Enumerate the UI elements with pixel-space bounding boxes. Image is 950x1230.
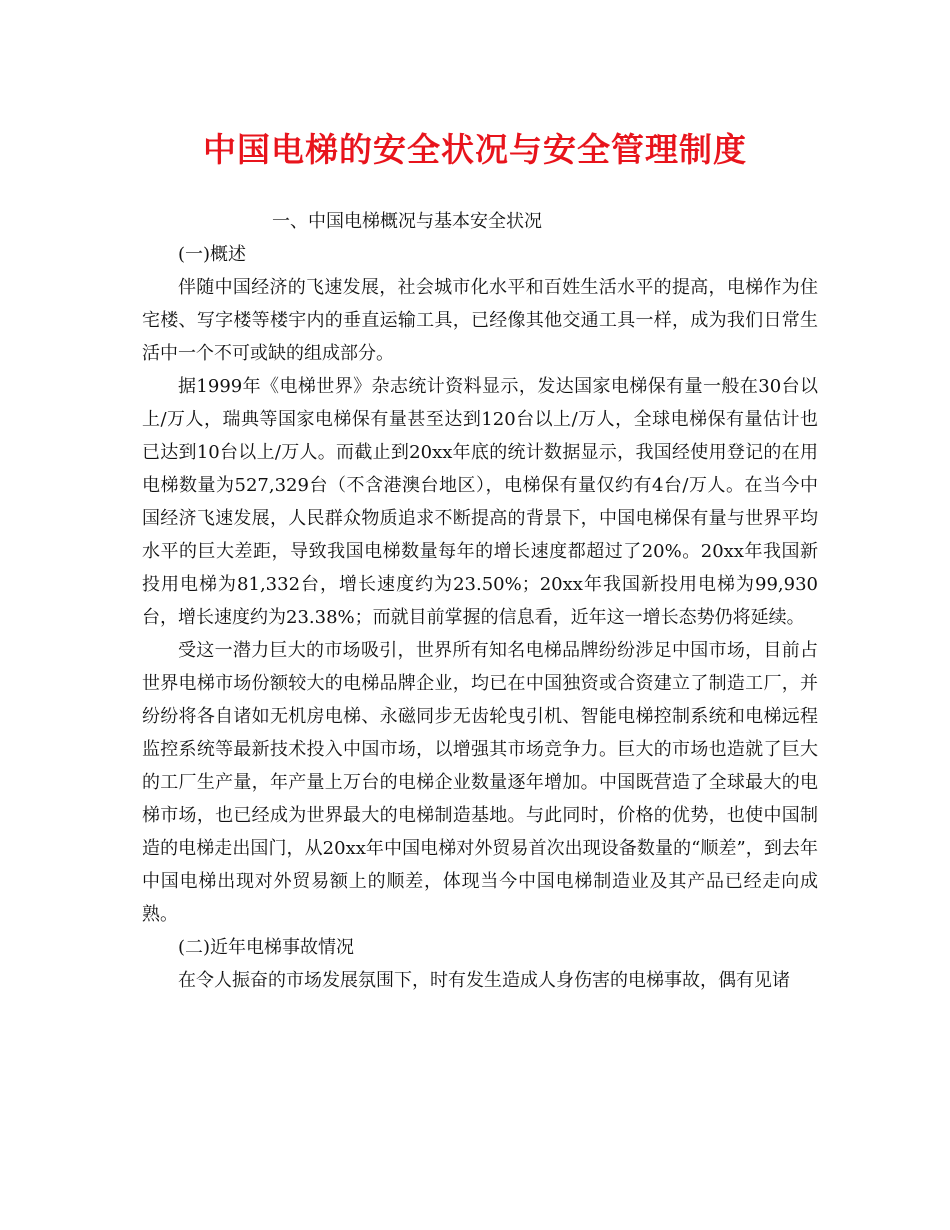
paragraph: 据1999年《电梯世界》杂志统计资料显示，发达国家电梯保有量一般在30台以上/万人，瑞典等国家电梯保有量甚至达到120台以上/万人，全球电梯保有量估计也已达到10台以上/万人。而截止到20xx年底的统计数据显示，我国经使用登记的在用电梯数量为527,329台（不含港澳台地区），电梯保有量仅约有4台/万人。在当今中国经济飞速发展，人民群众物质追求不断提高的背景下，中国电梯保有量与世界平均水平的巨大差距，导致我国电梯数量每年的增长速度都超过了20%。20xx年我国新投用电梯为81,332台，增长速度约为23.50%；20xx年我国新投用电梯为99,930台，增长速度约为23.38%；而就目前掌握的信息看，近年这一增长态势仍将延续。 <box>142 376 818 628</box>
paragraph: 受这一潜力巨大的市场吸引，世界所有知名电梯品牌纷纷涉足中国市场，目前占世界电梯市场份额较大的电梯品牌企业，均已在中国独资或合资建立了制造工厂，并纷纷将各自诸如无机房电梯、永磁同步无齿轮曳引机、智能电梯控制系统和电梯远程监控系统等最新技术投入中国市场，以增强其市场竞争力。巨大的市场也造就了巨大的工厂生产量，年产量上万台的电梯企业数量逐年增加。中国既营造了全球最大的电梯市场，也已经成为世界最大的电梯制造基地。与此同时，价格的优势，也使中国制造的电梯走出国门，从20xx年中国电梯对外贸易首次出现设备数量的“顺差”，到去年中国电梯出现对外贸易额上的顺差，体现当今中国电梯制造业及其产品已经走向成熟。 <box>142 640 818 925</box>
subsection-heading-overview: (一)概述 <box>178 244 247 265</box>
document-body <box>142 205 818 997</box>
paragraph: 在令人振奋的市场发展氛围下，时有发生造成人身伤害的电梯事故，偶有见诸 <box>178 970 790 991</box>
document-title: 中国电梯的安全状况与安全管理制度 <box>203 130 747 169</box>
section-heading: 一、中国电梯概况与基本安全状况 <box>272 211 542 232</box>
paragraph: 伴随中国经济的飞速发展，社会城市化水平和百姓生活水平的提高，电梯作为住宅楼、写字楼等楼宇内的垂直运输工具，已经像其他交通工具一样，成为我们日常生活中一个不可或缺的组成部分。 <box>142 277 818 364</box>
subsection-heading-accidents: (二)近年电梯事故情况 <box>178 937 355 958</box>
